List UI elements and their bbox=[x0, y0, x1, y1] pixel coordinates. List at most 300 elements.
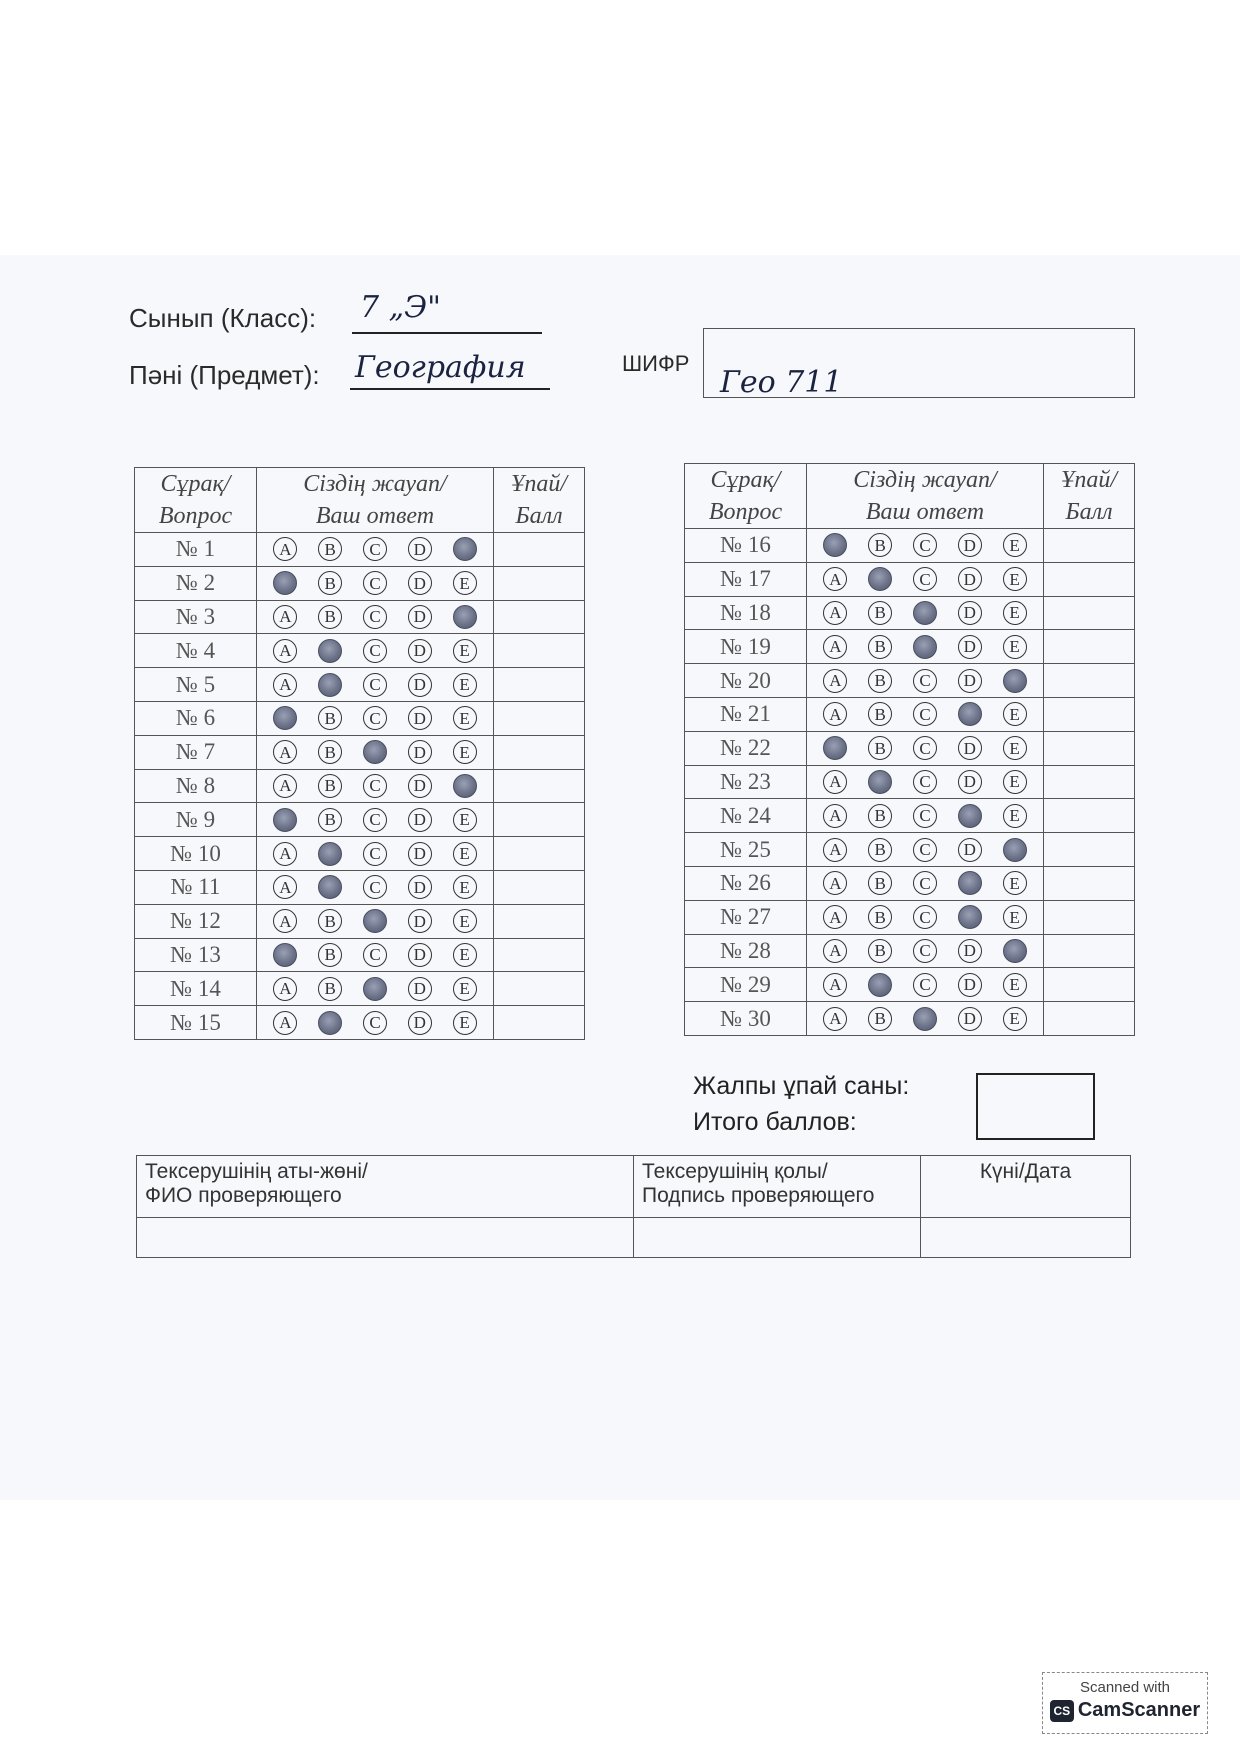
answer-bubble-e[interactable]: E bbox=[1003, 533, 1027, 557]
subject-value: География bbox=[355, 350, 526, 385]
score-cell[interactable] bbox=[494, 938, 585, 972]
question-number: № 5 bbox=[135, 668, 257, 702]
examiner-signature-field[interactable] bbox=[634, 1218, 921, 1258]
answer-bubble-c[interactable] bbox=[913, 635, 937, 659]
score-cell[interactable] bbox=[1044, 1002, 1135, 1036]
score-cell[interactable] bbox=[1044, 833, 1135, 867]
answer-bubble-a[interactable]: A bbox=[823, 635, 847, 659]
answer-options bbox=[257, 1006, 494, 1040]
score-cell[interactable] bbox=[1044, 529, 1135, 563]
question-row bbox=[135, 668, 585, 702]
answer-table-right bbox=[684, 463, 1135, 1036]
answer-bubble-b[interactable]: B bbox=[318, 943, 342, 967]
answer-bubble-b[interactable] bbox=[318, 1011, 342, 1035]
question-row bbox=[685, 866, 1135, 900]
answer-bubble-d[interactable]: D bbox=[408, 537, 432, 561]
examiner-name-header: Тексерушінің аты-жөні/ ФИО проверяющего bbox=[137, 1156, 634, 1218]
answer-bubble-d[interactable]: D bbox=[408, 774, 432, 798]
answer-bubble-e[interactable]: E bbox=[453, 673, 477, 697]
question-row bbox=[685, 562, 1135, 596]
answer-bubble-c[interactable]: C bbox=[913, 804, 937, 828]
answer-bubble-d[interactable] bbox=[958, 905, 982, 929]
question-number: № 27 bbox=[685, 900, 807, 934]
question-row bbox=[685, 596, 1135, 630]
answer-options bbox=[807, 765, 1044, 799]
question-number: № 22 bbox=[685, 731, 807, 765]
answer-bubble-e[interactable]: E bbox=[1003, 601, 1027, 625]
question-number: № 26 bbox=[685, 866, 807, 900]
question-row bbox=[135, 634, 585, 668]
score-cell[interactable] bbox=[494, 769, 585, 803]
subject-label: Пәні (Предмет): bbox=[129, 360, 320, 390]
score-cell[interactable] bbox=[494, 566, 585, 600]
answer-bubble-b[interactable]: B bbox=[868, 601, 892, 625]
question-row bbox=[685, 697, 1135, 731]
answer-options bbox=[807, 968, 1044, 1002]
answer-bubble-d[interactable]: D bbox=[958, 838, 982, 862]
question-number: № 18 bbox=[685, 596, 807, 630]
answer-bubble-a[interactable]: A bbox=[823, 804, 847, 828]
answer-bubble-c[interactable]: C bbox=[913, 838, 937, 862]
answer-options bbox=[807, 833, 1044, 867]
answer-bubble-a[interactable]: A bbox=[823, 669, 847, 693]
answer-bubble-a[interactable]: A bbox=[823, 601, 847, 625]
answer-bubble-a[interactable] bbox=[273, 571, 297, 595]
answer-bubble-b[interactable] bbox=[868, 770, 892, 794]
answer-bubble-a[interactable]: A bbox=[823, 702, 847, 726]
answer-bubble-e[interactable]: E bbox=[453, 875, 477, 899]
answer-bubble-d[interactable] bbox=[958, 871, 982, 895]
answer-bubble-e[interactable]: E bbox=[1003, 1007, 1027, 1031]
question-row bbox=[135, 600, 585, 634]
answer-options bbox=[807, 664, 1044, 698]
answer-bubble-c[interactable]: C bbox=[913, 871, 937, 895]
answer-options bbox=[257, 769, 494, 803]
answer-options bbox=[257, 938, 494, 972]
answer-bubble-b[interactable] bbox=[318, 639, 342, 663]
score-cell[interactable] bbox=[494, 533, 585, 567]
answer-bubble-e[interactable]: E bbox=[453, 639, 477, 663]
answer-bubble-e[interactable] bbox=[453, 774, 477, 798]
answer-bubble-a[interactable]: A bbox=[823, 838, 847, 862]
question-number: № 21 bbox=[685, 697, 807, 731]
question-number: № 23 bbox=[685, 765, 807, 799]
answer-bubble-c[interactable]: C bbox=[363, 571, 387, 595]
answer-bubble-b[interactable]: B bbox=[318, 977, 342, 1001]
score-cell[interactable] bbox=[1044, 596, 1135, 630]
answer-bubble-a[interactable] bbox=[823, 533, 847, 557]
subject-underline bbox=[350, 388, 550, 390]
answer-bubble-e[interactable]: E bbox=[1003, 871, 1027, 895]
answer-bubble-c[interactable]: C bbox=[363, 673, 387, 697]
question-number: № 20 bbox=[685, 664, 807, 698]
question-number: № 7 bbox=[135, 735, 257, 769]
question-number: № 3 bbox=[135, 600, 257, 634]
answer-header: Сіздің жауап/ Ваш ответ bbox=[807, 464, 1044, 529]
question-row bbox=[135, 938, 585, 972]
answer-bubble-c[interactable]: C bbox=[363, 808, 387, 832]
answer-bubble-c[interactable]: C bbox=[913, 533, 937, 557]
answer-options bbox=[807, 900, 1044, 934]
question-row bbox=[135, 769, 585, 803]
score-cell[interactable] bbox=[494, 735, 585, 769]
answer-options bbox=[807, 799, 1044, 833]
answer-options bbox=[807, 1002, 1044, 1036]
answer-bubble-d[interactable]: D bbox=[958, 669, 982, 693]
score-cell[interactable] bbox=[1044, 697, 1135, 731]
question-row bbox=[685, 934, 1135, 968]
question-number: № 8 bbox=[135, 769, 257, 803]
class-value: 7 „Э" bbox=[360, 290, 441, 325]
question-number: № 14 bbox=[135, 972, 257, 1006]
score-cell[interactable] bbox=[494, 668, 585, 702]
date-field[interactable] bbox=[921, 1218, 1131, 1258]
answer-bubble-b[interactable]: B bbox=[868, 804, 892, 828]
answer-bubble-d[interactable]: D bbox=[958, 567, 982, 591]
answer-bubble-e[interactable]: E bbox=[453, 909, 477, 933]
answer-bubble-c[interactable]: C bbox=[913, 939, 937, 963]
score-cell[interactable] bbox=[494, 600, 585, 634]
answer-bubble-d[interactable]: D bbox=[408, 842, 432, 866]
score-cell[interactable] bbox=[1044, 731, 1135, 765]
answer-bubble-b[interactable]: B bbox=[318, 808, 342, 832]
answer-options bbox=[807, 630, 1044, 664]
answer-bubble-d[interactable]: D bbox=[408, 1011, 432, 1035]
answer-bubble-e[interactable]: E bbox=[453, 842, 477, 866]
class-underline bbox=[352, 332, 542, 334]
score-cell[interactable] bbox=[1044, 934, 1135, 968]
answer-bubble-d[interactable]: D bbox=[958, 939, 982, 963]
question-number: № 12 bbox=[135, 904, 257, 938]
answer-bubble-b[interactable] bbox=[318, 673, 342, 697]
question-number: № 30 bbox=[685, 1002, 807, 1036]
answer-bubble-a[interactable] bbox=[273, 706, 297, 730]
question-row bbox=[685, 833, 1135, 867]
answer-bubble-c[interactable] bbox=[363, 909, 387, 933]
answer-bubble-c[interactable]: C bbox=[913, 905, 937, 929]
score-cell[interactable] bbox=[494, 904, 585, 938]
answer-options bbox=[807, 866, 1044, 900]
answer-bubble-b[interactable]: B bbox=[868, 669, 892, 693]
answer-bubble-b[interactable]: B bbox=[318, 605, 342, 629]
answer-bubble-b[interactable]: B bbox=[868, 736, 892, 760]
total-label-ru: Итого баллов: bbox=[693, 1108, 857, 1136]
score-cell[interactable] bbox=[1044, 900, 1135, 934]
answer-bubble-a[interactable]: A bbox=[273, 774, 297, 798]
class-label: Сынып (Класс): bbox=[129, 303, 317, 333]
answer-bubble-a[interactable]: A bbox=[273, 977, 297, 1001]
question-number: № 1 bbox=[135, 533, 257, 567]
answer-bubble-d[interactable] bbox=[958, 702, 982, 726]
score-cell[interactable] bbox=[494, 870, 585, 904]
answer-bubble-c[interactable]: C bbox=[363, 537, 387, 561]
question-row bbox=[135, 735, 585, 769]
answer-options bbox=[257, 803, 494, 837]
answer-bubble-a[interactable]: A bbox=[823, 905, 847, 929]
question-row bbox=[135, 803, 585, 837]
answer-bubble-a[interactable] bbox=[273, 808, 297, 832]
answer-bubble-a[interactable]: A bbox=[823, 871, 847, 895]
answer-bubble-b[interactable]: B bbox=[868, 905, 892, 929]
answer-bubble-c[interactable]: C bbox=[913, 567, 937, 591]
score-header: Ұпай/ Балл bbox=[1044, 464, 1135, 529]
answer-options bbox=[807, 529, 1044, 563]
answer-bubble-b[interactable]: B bbox=[318, 774, 342, 798]
cipher-label: ШИФР bbox=[622, 351, 690, 376]
question-row bbox=[135, 701, 585, 735]
question-row bbox=[685, 900, 1135, 934]
answer-bubble-b[interactable]: B bbox=[868, 533, 892, 557]
answer-bubble-c[interactable]: C bbox=[913, 770, 937, 794]
answer-options bbox=[807, 697, 1044, 731]
answer-bubble-a[interactable]: A bbox=[823, 1007, 847, 1031]
answer-bubble-d[interactable]: D bbox=[408, 808, 432, 832]
question-number: № 9 bbox=[135, 803, 257, 837]
answer-bubble-c[interactable] bbox=[913, 1007, 937, 1031]
question-header: Сұрақ/ Вопрос bbox=[135, 468, 257, 533]
answer-bubble-a[interactable] bbox=[823, 736, 847, 760]
answer-bubble-d[interactable]: D bbox=[408, 639, 432, 663]
answer-bubble-c[interactable]: C bbox=[363, 605, 387, 629]
answer-bubble-e[interactable]: E bbox=[1003, 973, 1027, 997]
answer-bubble-a[interactable]: A bbox=[273, 537, 297, 561]
answer-bubble-d[interactable]: D bbox=[408, 943, 432, 967]
answer-bubble-e[interactable]: E bbox=[453, 808, 477, 832]
camscanner-badge bbox=[1042, 1672, 1208, 1734]
answer-options bbox=[257, 735, 494, 769]
answer-bubble-e[interactable]: E bbox=[1003, 770, 1027, 794]
score-cell[interactable] bbox=[494, 803, 585, 837]
answer-bubble-a[interactable]: A bbox=[823, 973, 847, 997]
answer-bubble-e[interactable]: E bbox=[1003, 736, 1027, 760]
answer-bubble-c[interactable]: C bbox=[363, 842, 387, 866]
answer-bubble-b[interactable]: B bbox=[318, 706, 342, 730]
camscanner-name: CamScanner bbox=[1077, 1699, 1201, 1721]
answer-bubble-e[interactable]: E bbox=[453, 1011, 477, 1035]
answer-bubble-c[interactable]: C bbox=[363, 943, 387, 967]
score-cell[interactable] bbox=[1044, 765, 1135, 799]
question-row bbox=[685, 664, 1135, 698]
answer-bubble-b[interactable]: B bbox=[868, 635, 892, 659]
answer-bubble-c[interactable] bbox=[913, 601, 937, 625]
answer-bubble-a[interactable] bbox=[273, 943, 297, 967]
answer-bubble-b[interactable]: B bbox=[868, 702, 892, 726]
answer-bubble-a[interactable]: A bbox=[823, 939, 847, 963]
answer-bubble-c[interactable]: C bbox=[363, 1011, 387, 1035]
answer-bubble-b[interactable]: B bbox=[318, 740, 342, 764]
answer-bubble-e[interactable]: E bbox=[453, 571, 477, 595]
question-number: № 15 bbox=[135, 1006, 257, 1040]
answer-bubble-d[interactable] bbox=[958, 804, 982, 828]
question-row bbox=[135, 972, 585, 1006]
answer-bubble-e[interactable]: E bbox=[1003, 905, 1027, 929]
answer-bubble-e[interactable]: E bbox=[1003, 635, 1027, 659]
examiner-signature-header: Тексерушінің қолы/ Подпись проверяющего bbox=[634, 1156, 921, 1218]
question-row bbox=[135, 870, 585, 904]
answer-bubble-a[interactable]: A bbox=[273, 673, 297, 697]
answer-options bbox=[257, 701, 494, 735]
question-row bbox=[685, 1002, 1135, 1036]
score-cell[interactable] bbox=[494, 701, 585, 735]
answer-bubble-a[interactable]: A bbox=[273, 639, 297, 663]
question-row bbox=[685, 630, 1135, 664]
answer-bubble-e[interactable]: E bbox=[453, 977, 477, 1001]
answer-bubble-b[interactable] bbox=[318, 875, 342, 899]
answer-bubble-c[interactable]: C bbox=[913, 669, 937, 693]
answer-bubble-d[interactable]: D bbox=[408, 605, 432, 629]
answer-header: Сіздің жауап/ Ваш ответ bbox=[257, 468, 494, 533]
question-row bbox=[135, 533, 585, 567]
question-header: Сұрақ/ Вопрос bbox=[685, 464, 807, 529]
question-number: № 10 bbox=[135, 837, 257, 871]
answer-bubble-b[interactable]: B bbox=[868, 939, 892, 963]
answer-bubble-c[interactable] bbox=[363, 977, 387, 1001]
answer-bubble-d[interactable]: D bbox=[958, 1007, 982, 1031]
answer-bubble-a[interactable]: A bbox=[823, 567, 847, 591]
answer-bubble-c[interactable]: C bbox=[363, 639, 387, 663]
question-row bbox=[135, 904, 585, 938]
question-number: № 25 bbox=[685, 833, 807, 867]
answer-bubble-d[interactable]: D bbox=[408, 977, 432, 1001]
score-cell[interactable] bbox=[1044, 562, 1135, 596]
answer-bubble-e[interactable] bbox=[1003, 939, 1027, 963]
score-cell[interactable] bbox=[1044, 866, 1135, 900]
question-row bbox=[135, 837, 585, 871]
answer-bubble-b[interactable]: B bbox=[868, 1007, 892, 1031]
answer-bubble-d[interactable]: D bbox=[408, 875, 432, 899]
answer-bubble-c[interactable]: C bbox=[913, 702, 937, 726]
answer-bubble-a[interactable]: A bbox=[273, 875, 297, 899]
question-row bbox=[685, 731, 1135, 765]
answer-bubble-c[interactable]: C bbox=[913, 973, 937, 997]
question-number: № 11 bbox=[135, 870, 257, 904]
answer-bubble-d[interactable]: D bbox=[958, 973, 982, 997]
total-label-kz: Жалпы ұпай саны: bbox=[693, 1072, 910, 1100]
answer-bubble-a[interactable]: A bbox=[273, 605, 297, 629]
answer-bubble-a[interactable]: A bbox=[273, 740, 297, 764]
answer-bubble-b[interactable] bbox=[868, 567, 892, 591]
answer-options bbox=[257, 972, 494, 1006]
answer-bubble-c[interactable]: C bbox=[363, 774, 387, 798]
answer-bubble-b[interactable]: B bbox=[868, 838, 892, 862]
question-row bbox=[685, 799, 1135, 833]
answer-options bbox=[807, 731, 1044, 765]
answer-table-left bbox=[134, 467, 585, 1040]
score-cell[interactable] bbox=[494, 972, 585, 1006]
scanned-with-text: Scanned with bbox=[1079, 1679, 1171, 1696]
answer-options bbox=[257, 904, 494, 938]
camscanner-logo-icon: CS bbox=[1050, 1700, 1074, 1722]
answer-options bbox=[257, 634, 494, 668]
answer-bubble-b[interactable]: B bbox=[868, 871, 892, 895]
answer-options bbox=[807, 562, 1044, 596]
answer-options bbox=[257, 533, 494, 567]
answer-bubble-e[interactable]: E bbox=[1003, 804, 1027, 828]
examiner-name-field[interactable] bbox=[137, 1218, 634, 1258]
answer-bubble-e[interactable]: E bbox=[453, 706, 477, 730]
answer-bubble-b[interactable] bbox=[318, 842, 342, 866]
score-cell[interactable] bbox=[1044, 630, 1135, 664]
question-number: № 19 bbox=[685, 630, 807, 664]
answer-options bbox=[807, 934, 1044, 968]
question-row bbox=[685, 529, 1135, 563]
question-number: № 6 bbox=[135, 701, 257, 735]
answer-bubble-d[interactable]: D bbox=[958, 736, 982, 760]
answer-options bbox=[257, 566, 494, 600]
question-number: № 4 bbox=[135, 634, 257, 668]
question-number: № 16 bbox=[685, 529, 807, 563]
answer-bubble-c[interactable] bbox=[363, 740, 387, 764]
answer-bubble-c[interactable]: C bbox=[363, 706, 387, 730]
answer-bubble-d[interactable]: D bbox=[408, 740, 432, 764]
answer-bubble-e[interactable]: E bbox=[1003, 567, 1027, 591]
answer-bubble-e[interactable] bbox=[453, 537, 477, 561]
total-score-box bbox=[976, 1073, 1095, 1140]
question-number: № 2 bbox=[135, 566, 257, 600]
answer-bubble-d[interactable]: D bbox=[408, 909, 432, 933]
score-cell[interactable] bbox=[1044, 664, 1135, 698]
answer-bubble-e[interactable]: E bbox=[1003, 702, 1027, 726]
question-row bbox=[135, 1006, 585, 1040]
answer-bubble-d[interactable]: D bbox=[958, 770, 982, 794]
question-number: № 24 bbox=[685, 799, 807, 833]
answer-bubble-e[interactable] bbox=[1003, 838, 1027, 862]
question-row bbox=[685, 765, 1135, 799]
answer-options bbox=[257, 668, 494, 702]
score-cell[interactable] bbox=[1044, 968, 1135, 1002]
answer-bubble-e[interactable]: E bbox=[453, 740, 477, 764]
score-cell[interactable] bbox=[494, 837, 585, 871]
answer-bubble-e[interactable] bbox=[453, 605, 477, 629]
answer-bubble-d[interactable]: D bbox=[408, 706, 432, 730]
answer-bubble-d[interactable]: D bbox=[408, 571, 432, 595]
answer-bubble-b[interactable]: B bbox=[318, 537, 342, 561]
answer-bubble-b[interactable] bbox=[868, 973, 892, 997]
answer-bubble-d[interactable]: D bbox=[958, 635, 982, 659]
answer-bubble-c[interactable]: C bbox=[363, 875, 387, 899]
answer-options bbox=[257, 837, 494, 871]
answer-bubble-e[interactable] bbox=[1003, 669, 1027, 693]
answer-bubble-d[interactable]: D bbox=[958, 601, 982, 625]
date-header: Күні/Дата bbox=[921, 1156, 1131, 1218]
answer-bubble-a[interactable]: A bbox=[823, 770, 847, 794]
score-cell[interactable] bbox=[494, 1006, 585, 1040]
answer-options bbox=[257, 600, 494, 634]
score-header: Ұпай/ Балл bbox=[494, 468, 585, 533]
question-number: № 28 bbox=[685, 934, 807, 968]
score-cell[interactable] bbox=[494, 634, 585, 668]
answer-options bbox=[807, 596, 1044, 630]
answer-bubble-a[interactable]: A bbox=[273, 842, 297, 866]
answer-bubble-a[interactable]: A bbox=[273, 909, 297, 933]
answer-bubble-d[interactable]: D bbox=[958, 533, 982, 557]
answer-bubble-b[interactable]: B bbox=[318, 571, 342, 595]
score-cell[interactable] bbox=[1044, 799, 1135, 833]
answer-bubble-d[interactable]: D bbox=[408, 673, 432, 697]
answer-options bbox=[257, 870, 494, 904]
question-row bbox=[685, 968, 1135, 1002]
answer-bubble-c[interactable]: C bbox=[913, 736, 937, 760]
answer-bubble-a[interactable]: A bbox=[273, 1011, 297, 1035]
question-row bbox=[135, 566, 585, 600]
examiner-table bbox=[136, 1155, 1131, 1258]
question-number: № 29 bbox=[685, 968, 807, 1002]
question-number: № 17 bbox=[685, 562, 807, 596]
answer-bubble-e[interactable]: E bbox=[453, 943, 477, 967]
cipher-value: Гео 711 bbox=[720, 365, 843, 400]
question-number: № 13 bbox=[135, 938, 257, 972]
answer-bubble-b[interactable]: B bbox=[318, 909, 342, 933]
